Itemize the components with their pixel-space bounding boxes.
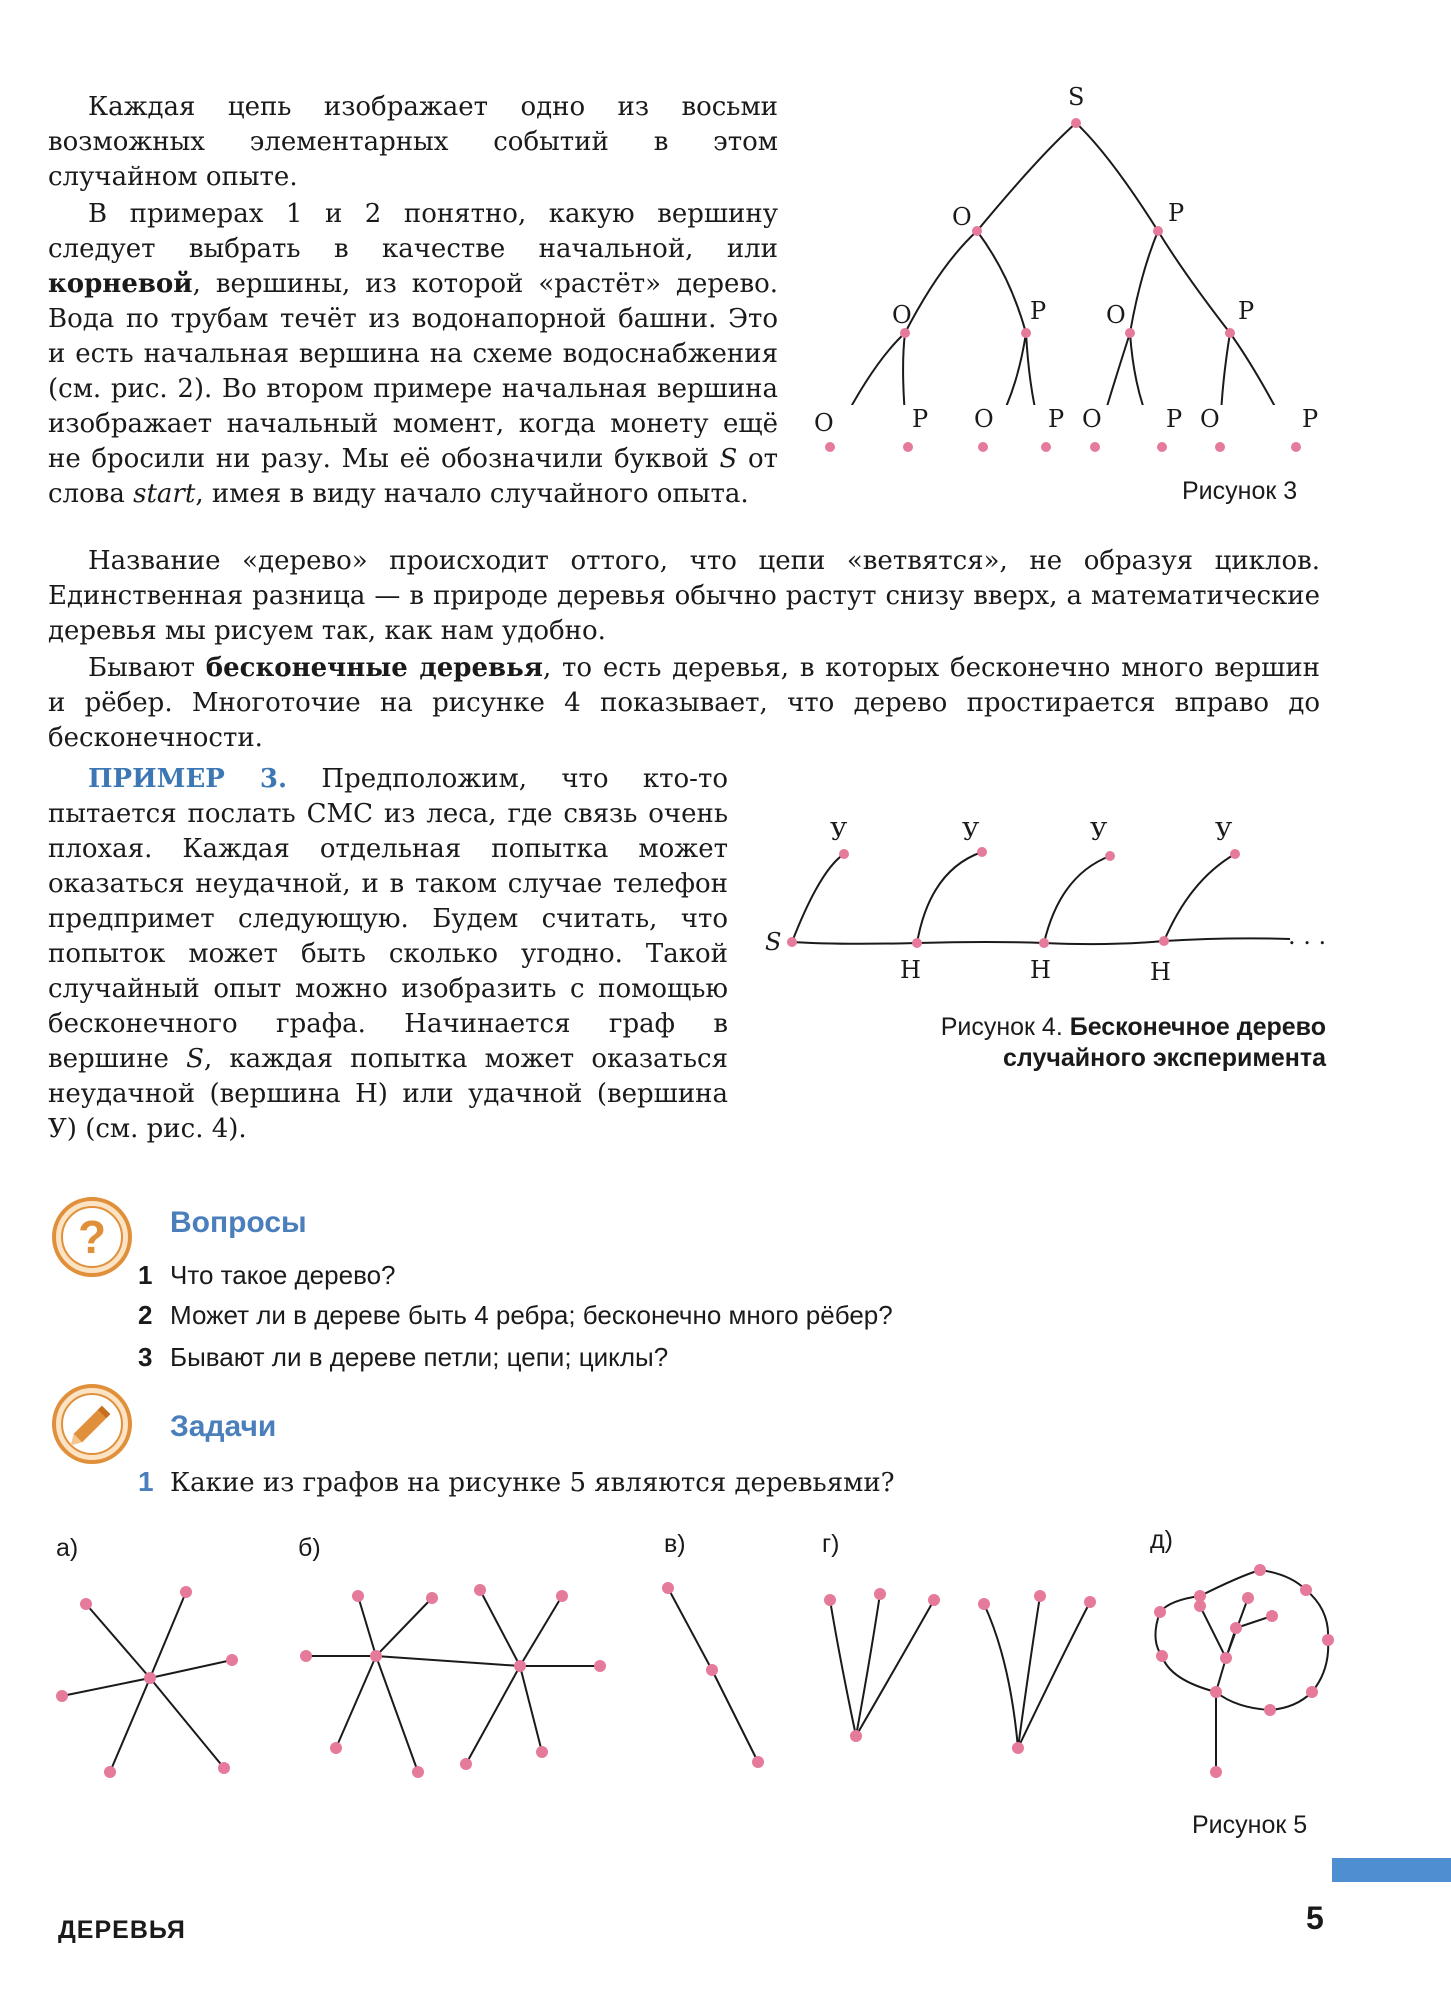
vertex <box>1159 936 1169 946</box>
figure-4-tree <box>760 810 1340 990</box>
figure-3-caption: Рисунок 3 <box>1182 477 1298 505</box>
vertex <box>1230 849 1240 859</box>
vertex-label: О <box>1106 301 1126 329</box>
vertex <box>825 442 835 452</box>
question-icon <box>50 1195 134 1279</box>
vertex-label: О <box>974 405 994 433</box>
task-item: 1 Какие из графов на рисунке 5 являются деревьями? <box>138 1466 895 1498</box>
vertex-label: Р <box>1166 405 1183 433</box>
example-3-text: ПРИМЕР 3. Предположим, что кто-то пытается послать СМС из леса, где связь очень плохая. Каждая отдельная попытка может оказаться неудачной, и в таком случае телефон предпримет следующую. Будем считать, что попыток может быть сколько угодно. Такой случайный опыт можно изобразить с помощью бесконечного графа. Начинается граф в вершине S, каждая попытка может оказаться неудачной (вершина Н) или удачной (вершина У) (см. рис. 4). <box>48 764 728 1144</box>
graph-d <box>1155 1570 1328 1772</box>
questions-title: Вопросы <box>170 1206 307 1239</box>
questions-list <box>138 1260 893 1373</box>
intro-text <box>48 90 778 512</box>
vertex-label: У <box>962 818 980 846</box>
figure-5-vertices <box>56 1564 1334 1778</box>
figure-3-leaves <box>790 75 1350 470</box>
vertex <box>787 937 797 947</box>
vertex-label: У <box>1215 818 1233 846</box>
vertex-label: Р <box>1048 405 1065 433</box>
page-tab-marker <box>1332 1858 1451 1882</box>
vertex-label-root: S <box>1068 83 1085 111</box>
example-3-label: ПРИМЕР 3. <box>88 764 288 794</box>
edge <box>1044 856 1110 943</box>
ellipsis: . . . <box>1288 922 1327 950</box>
vertex-label: Р <box>1030 297 1047 325</box>
edge <box>917 852 982 943</box>
vertex-label: О <box>814 409 834 437</box>
graph-label-a: а) <box>56 1534 79 1562</box>
graph-label-d: д) <box>1150 1526 1173 1554</box>
svg-text:?: ? <box>77 1211 107 1263</box>
vertex <box>1291 442 1301 452</box>
edge <box>792 854 844 942</box>
question-item: 1 Что такое дерево? <box>138 1260 396 1290</box>
vertex <box>978 442 988 452</box>
vertex-label: Р <box>1238 297 1255 325</box>
vertex <box>1105 851 1115 861</box>
edge <box>1164 854 1235 941</box>
vertex <box>977 847 987 857</box>
chapter-title: ДЕРЕВЬЯ <box>58 1916 186 1944</box>
graph-label-v: в) <box>664 1530 686 1558</box>
vertex-label: У <box>830 818 848 846</box>
vertex-label: Р <box>1302 405 1319 433</box>
paragraph-3: Название «дерево» происходит оттого, что цепи «ветвятся», не образуя циклов. Единственная разница — в природе деревья обычно растут снизу вверх, а математические деревья мы рисуем так, как нам удобно. <box>48 546 1320 646</box>
tasks-title: Задачи <box>170 1410 277 1443</box>
vertex-label: Н <box>1030 956 1051 984</box>
full-text <box>48 544 1320 756</box>
vertex <box>1041 442 1051 452</box>
vertex-label: У <box>1090 818 1108 846</box>
paragraph-2: В примерах 1 и 2 понятно, какую вершину следует выбрать в качестве начальной, или корневой, вершины, из которой «растёт» дерево. Вода по трубам течёт из водонапорной башни. Это и есть начальная вершина на схеме водоснабжения (см. рис. 2). Во втором примере начальная вершина изображает начальный момент, когда монету ещё не бросили ни разу. Мы её обозначили буквой S от слова start, имея в виду начало случайного опыта. <box>48 199 778 509</box>
vertex <box>1215 442 1225 452</box>
vertex <box>903 442 913 452</box>
page-number: 5 <box>1306 1900 1324 1936</box>
paragraph-1: Каждая цепь изображает одно из восьми возможных элементарных событий в этом случайном опыте. <box>48 92 778 192</box>
vertex-label: О <box>952 203 972 231</box>
vertex-label: О <box>892 301 912 329</box>
graph-g <box>830 1594 1090 1748</box>
vertex-label: Н <box>1150 958 1171 986</box>
vertex <box>839 849 849 859</box>
vertex-label-root: S <box>765 928 782 956</box>
vertex <box>912 938 922 948</box>
vertex-label: Р <box>1168 199 1185 227</box>
vertex-label: Н <box>900 956 921 984</box>
figure-5-graphs <box>0 1560 1400 1790</box>
paragraph-4: Бывают бесконечные деревья, то есть деревья, в которых бесконечно много вершин и рёбер. Многоточие на рисунке 4 показывает, что дерево простирается вправо до бесконечности. <box>48 653 1320 753</box>
question-item: 3 Бывают ли в дереве петли; цепи; циклы? <box>138 1342 669 1372</box>
example-3 <box>48 762 728 1147</box>
vertex <box>1157 442 1167 452</box>
vertex <box>1090 442 1100 452</box>
graph-label-g: г) <box>822 1530 840 1558</box>
vertex-label: О <box>1200 405 1220 433</box>
question-item: 2 Может ли в дереве быть 4 ребра; бесконечно много рёбер? <box>138 1300 893 1330</box>
figure-5-caption: Рисунок 5 <box>1192 1811 1308 1839</box>
vertex-label: Р <box>912 405 929 433</box>
pencil-icon <box>50 1382 134 1466</box>
figure-4-caption: Рисунок 4. Бесконечное дерево случайного эксперимента <box>940 1013 1326 1072</box>
graph-label-b: б) <box>298 1534 321 1562</box>
graph-b <box>306 1590 600 1772</box>
vertex <box>1039 938 1049 948</box>
vertex-label: О <box>1082 405 1102 433</box>
